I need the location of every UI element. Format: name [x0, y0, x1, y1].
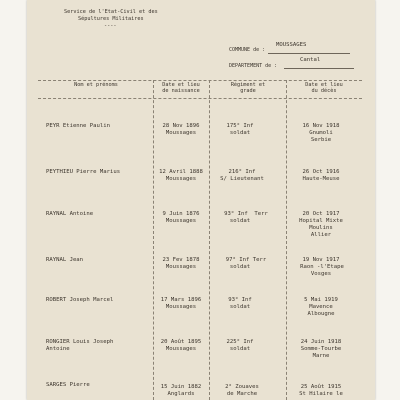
departement-label: DEPARTEMENT de :: [229, 63, 278, 69]
row-name: RONGIER Louis Joseph: [46, 339, 114, 345]
row-death-date: 19 Nov 1917: [302, 257, 340, 263]
row-name: SARGES Pierre: [46, 382, 90, 388]
row-grade: soldat: [229, 304, 251, 310]
row-regiment: 225° Inf: [226, 339, 254, 345]
row-death-region: Marne: [312, 353, 330, 359]
row-death-region: Albougne: [307, 311, 335, 317]
column-header-death-1: Date et lieu: [305, 82, 343, 88]
row-death-place: Haute-Meuse: [302, 176, 340, 182]
row-regiment: 93° Inf Terr: [224, 211, 268, 217]
row-grade: S/ Lieutenant: [220, 176, 264, 182]
row-death-region: Vosges: [310, 271, 332, 277]
row-birth-date: 20 Août 1895: [160, 339, 202, 345]
service-line-1: Service de l'Etat-Civil et des: [64, 9, 158, 15]
row-birth-place: Moussages: [165, 304, 197, 310]
row-death-place: Mavence: [309, 304, 333, 310]
row-death-town: Moulins: [309, 225, 333, 231]
table-top-rule: [38, 80, 362, 81]
row-death-date: 25 Août 1915: [300, 384, 342, 390]
row-grade: soldat: [229, 346, 251, 352]
row-grade: de Marche: [226, 391, 258, 397]
row-birth-place: Moussages: [165, 130, 197, 136]
row-birth-date: 15 Juin 1882: [160, 384, 202, 390]
row-regiment: 93° Inf: [228, 297, 252, 303]
column-header-regiment-2: grade: [240, 88, 256, 94]
column-header-death-2: du décès: [311, 88, 337, 94]
row-regiment: 175° Inf: [226, 123, 254, 129]
row-birth-date: 28 Nov 1896: [162, 123, 200, 129]
row-grade: soldat: [229, 264, 251, 270]
commune-underline: [268, 53, 350, 54]
row-name: PEYR Etienne Paulin: [46, 123, 110, 129]
row-birth-place: Moussages: [165, 346, 197, 352]
row-regiment: 2° Zouaves: [225, 384, 259, 390]
row-death-region: Serbie: [310, 137, 332, 143]
row-regiment: 97° Inf Terr: [225, 257, 267, 263]
row-death-place: Gnumoli: [309, 130, 333, 136]
row-birth-place: Moussages: [165, 218, 197, 224]
departement-underline: [284, 68, 354, 69]
row-death-date: 20 Oct 1917: [302, 211, 340, 217]
column-header-name: Nom et prénoms: [74, 82, 118, 88]
row-death-place: Hopital Mixte: [299, 218, 343, 224]
row-birth-place: Anglards: [167, 391, 195, 397]
row-regiment: 216° Inf: [228, 169, 256, 175]
row-birth-place: Moussages: [165, 176, 197, 182]
row-grade: soldat: [229, 218, 251, 224]
row-name: PEYTHIEU Pierre Marius: [46, 169, 121, 175]
row-death-place: St Hilaire le: [299, 391, 343, 397]
commune-label: COMMUNE de :: [229, 47, 266, 53]
service-line-2: Sépultures Militaires: [78, 16, 144, 22]
row-birth-date: 23 Fev 1878: [162, 257, 200, 263]
departement-value: Cantal: [300, 57, 321, 63]
row-birth-date: 17 Mars 1896: [160, 297, 202, 303]
row-name: RAYNAL Antoine: [46, 211, 94, 217]
service-rule: ----: [104, 23, 117, 29]
row-death-date: 24 Juin 1918: [300, 339, 342, 345]
row-death-date: 26 Oct 1916: [302, 169, 340, 175]
table-header-rule: [38, 98, 362, 99]
commune-value: MOUSSAGES: [276, 42, 307, 48]
column-header-birth-2: de naissance: [162, 88, 200, 94]
row-birth-place: Moussages: [165, 264, 197, 270]
row-name: RAYNAL Jean: [46, 257, 84, 263]
row-death-region: Allier: [310, 232, 332, 238]
row-death-date: 5 Mai 1919: [304, 297, 338, 303]
column-header-birth-1: Date et lieu: [162, 82, 200, 88]
row-grade: soldat: [229, 130, 251, 136]
column-header-regiment-1: Régiment et: [230, 82, 266, 88]
row-name: ROBERT Joseph Marcel: [46, 297, 114, 303]
row-death-place: Somme-Tourbe: [300, 346, 342, 352]
row-birth-date: 9 Juin 1876: [162, 211, 200, 217]
row-death-date: 16 Nov 1918: [302, 123, 340, 129]
row-name-continued: Antoine: [46, 346, 70, 352]
row-death-place: Raon -l'Etape: [300, 264, 344, 270]
row-birth-date: 12 Avril 1888: [159, 169, 203, 175]
